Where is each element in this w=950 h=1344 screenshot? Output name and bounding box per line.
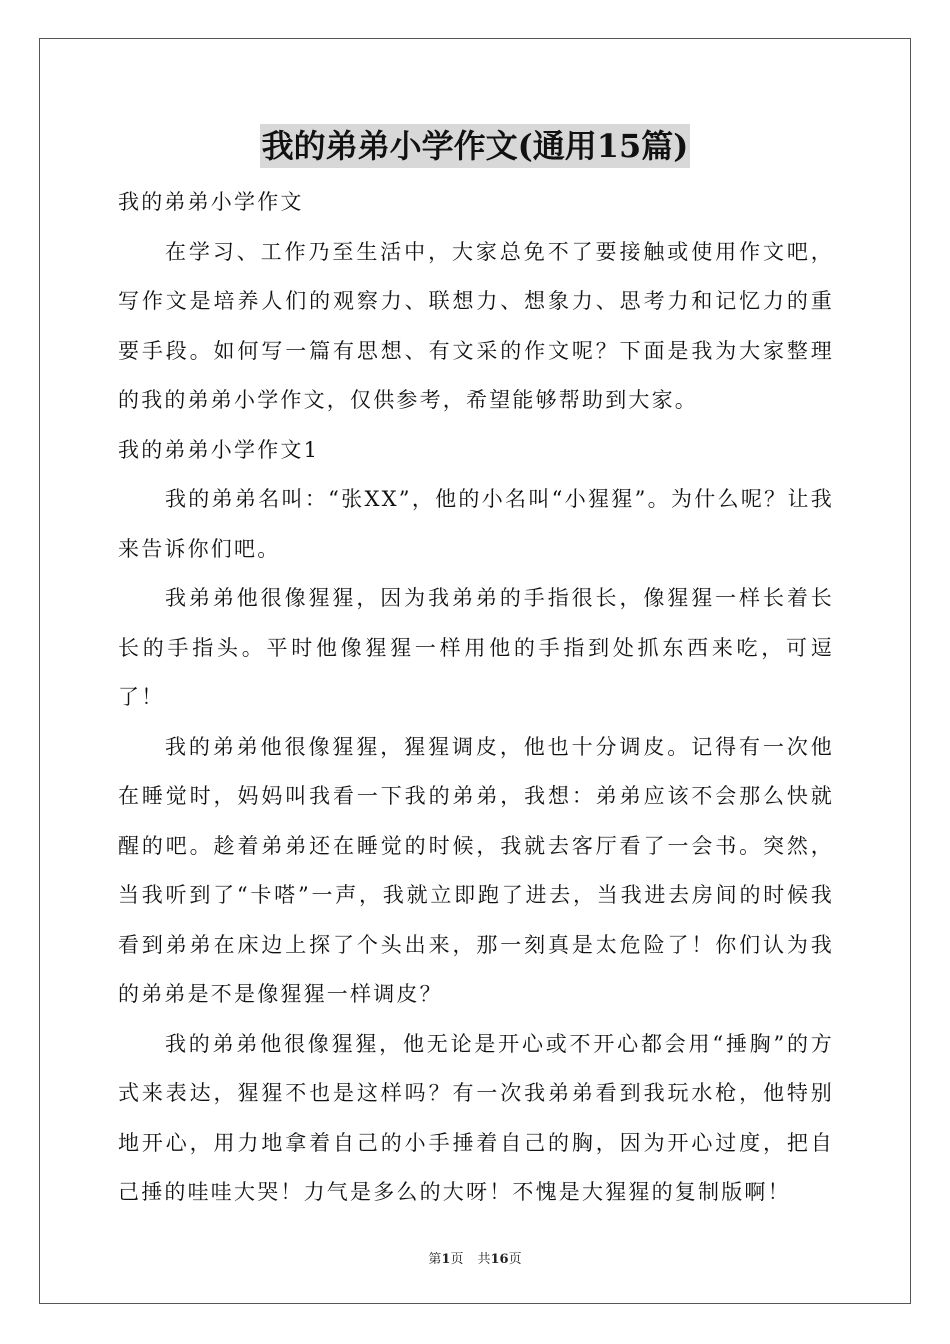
document-body: [118, 178, 834, 1218]
page-prefix: 第: [428, 1252, 442, 1267]
body-paragraph: 我的弟弟名叫：“张XX”，他的小名叫“小猩猩”。为什么呢？让我来告诉你们吧。: [118, 487, 834, 561]
body-paragraph: 我的弟弟他很像猩猩，他无论是开心或不开心都会用“捶胸”的方式来表达，猩猩不也是这样吗？有一次我弟弟看到我玩水枪，他特别地开心，用力地拿着自己的小手捶着自己的胸，因为开心过度，把自己捶的哇哇大哭！力气是多么的大呀！不愧是大猩猩的复制版啊！: [118, 1031, 834, 1204]
section-heading: 我的弟弟小学作文1: [118, 437, 320, 462]
body-paragraph: 我弟弟他很像猩猩，因为我弟弟的手指很长，像猩猩一样长着长长的手指头。平时他像猩猩一样用他的手指到处抓东西来吃，可逗了！: [118, 586, 834, 709]
total-suffix: 页: [508, 1252, 522, 1267]
total-prefix: 共: [477, 1252, 491, 1267]
section-heading: 我的弟弟小学作文: [118, 190, 304, 214]
page-suffix: 页: [450, 1252, 464, 1267]
title-container: [0, 124, 950, 168]
total-pages: 16: [490, 1252, 509, 1267]
body-paragraph: 我的弟弟他很像猩猩，猩猩调皮，他也十分调皮。记得有一次他在睡觉时，妈妈叫我看一下我的弟弟，我想：弟弟应该不会那么快就醒的吧。趁着弟弟还在睡觉的时候，我就去客厅看了一会书。突然，当我听到了“卡嗒”一声，我就立即跑了进去，当我进去房间的时候我看到弟弟在床边上探了个头出来，那一刻真是太危险了！你们认为我的弟弟是不是像猩猩一样调皮？: [118, 734, 834, 1006]
page-number: 1: [441, 1252, 451, 1267]
page-footer: [0, 1248, 950, 1267]
intro-paragraph: 在学习、工作乃至生活中，大家总免不了要接触或使用作文吧，写作文是培养人们的观察力、联想力、想象力、思考力和记忆力的重要手段。如何写一篇有思想、有文采的作文呢？下面是我为大家整理的我的弟弟小学作文，仅供参考，希望能够帮助到大家。: [118, 239, 834, 412]
document-title: 我的弟弟小学作文(通用15篇): [260, 124, 691, 168]
